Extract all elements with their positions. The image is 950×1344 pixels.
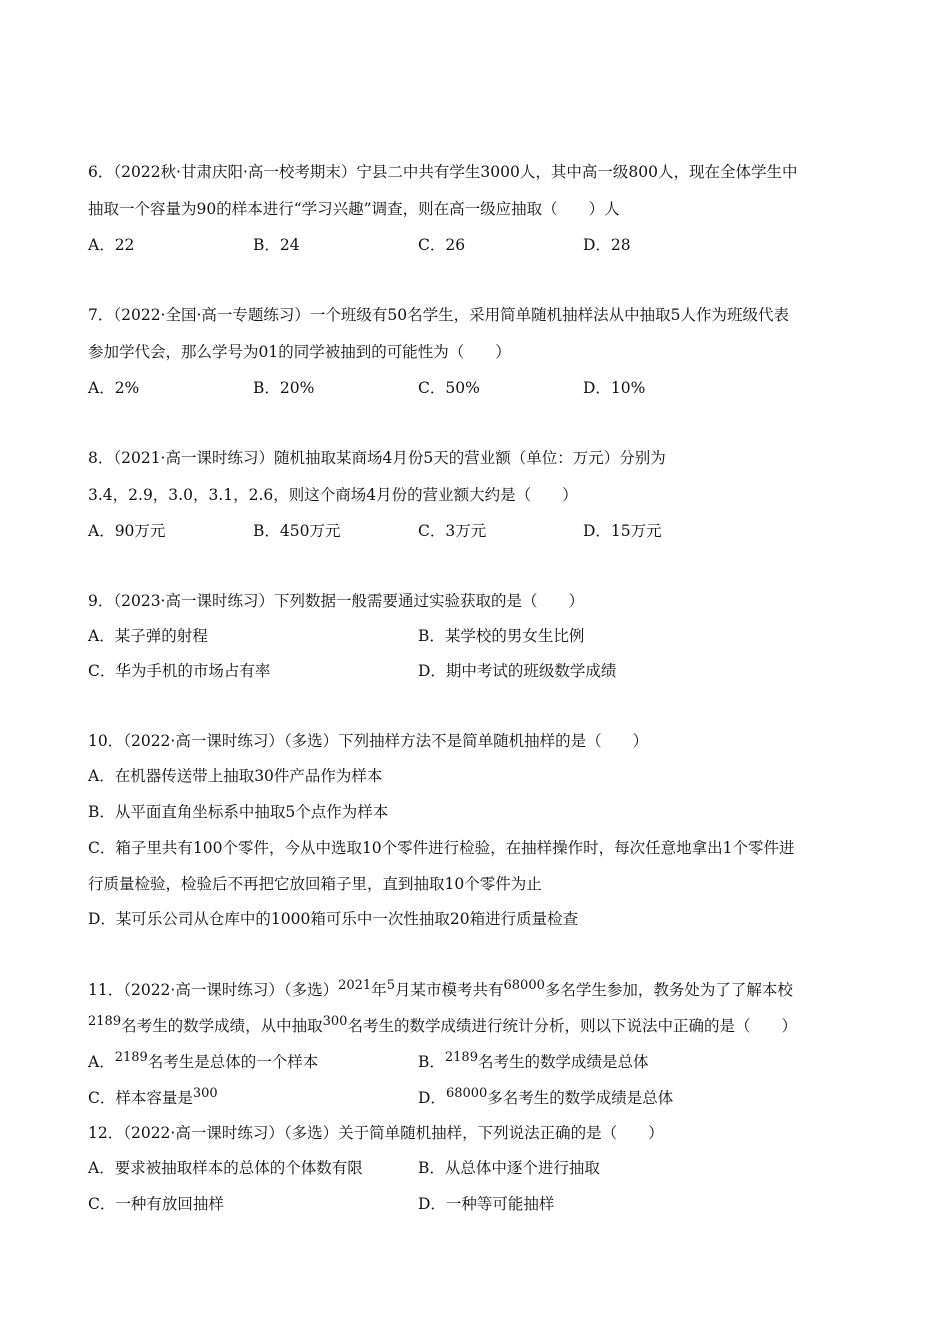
q11-option-a [88, 1051, 318, 1075]
q11-text-month: 月某市模考共有 [395, 981, 504, 999]
q11-text-school: 名考生的数学成绩，从中抽取 [121, 1017, 323, 1035]
q7-option-d: D．10% [583, 379, 646, 397]
q11-school-count: 2189 [88, 1014, 122, 1029]
q10-option-b: B．从平面直角坐标系中抽取5个点作为样本 [88, 803, 389, 821]
q8-option-a: A．90万元 [88, 522, 166, 540]
q11-option-a-text: 名考生是总体的一个样本 [147, 1053, 319, 1071]
q6-option-d: D．28 [583, 236, 631, 254]
q11-option-a-label: A． [88, 1053, 115, 1071]
q11-prefix: 11．（2022·高一课时练习）（多选） [88, 981, 339, 999]
q8-stem-line2: 3.4，2.9，3.0，3.1，2.6，则这个商场4月份的营业额大约是（ ） [88, 486, 578, 504]
q7-option-b: B．20% [253, 379, 315, 397]
q11-text-sample: 名考生的数学成绩进行统计分析，则以下说法中正确的是（ ） [347, 1017, 797, 1035]
q11-stem-line1 [88, 979, 793, 1003]
q11-option-b-num: 2189 [444, 1050, 478, 1065]
q9-option-d: D．期中考试的班级数学成绩 [418, 662, 617, 680]
q7-option-c: C．50% [418, 379, 480, 397]
q12-stem-line1: 12．（2022·高一课时练习）（多选）关于简单随机抽样，下列说法正确的是（ ） [88, 1124, 664, 1142]
q8-option-c: C．3万元 [418, 522, 487, 540]
q11-option-d-text: 多名考生的数学成绩是总体 [487, 1089, 674, 1107]
q11-sample: 300 [322, 1014, 348, 1029]
q10-option-c-line1: C．箱子里共有100个零件，今从中选取10个零件进行检验，在抽样操作时，每次任意地拿出1个零件进 [88, 839, 795, 857]
q11-text-year: 年 [371, 981, 387, 999]
q6-stem-line1: 6．（2022秋·甘肃庆阳·高一校考期末）宁县二中共有学生3000人，其中高一级800人，现在全体学生中 [88, 163, 798, 181]
q7-option-a: A．2% [88, 379, 140, 397]
q11-option-b-label: B． [418, 1053, 445, 1071]
q11-option-d-num: 68000 [445, 1086, 488, 1101]
q11-option-a-num: 2189 [114, 1050, 148, 1065]
q11-option-d-label: D． [418, 1089, 446, 1107]
q12-option-d: D．一种等可能抽样 [418, 1195, 555, 1213]
q11-option-b [418, 1051, 649, 1075]
q10-option-c-line2: 行质量检验，检验后不再把它放回箱子里，直到抽取10个零件为止 [88, 875, 542, 893]
q10-option-d: D．某可乐公司从仓库中的1000箱可乐中一次性抽取20箱进行质量检查 [88, 910, 579, 928]
q10-option-a: A．在机器传送带上抽取30件产品作为样本 [88, 767, 383, 785]
q7-stem-line2: 参加学代会，那么学号为01的同学被抽到的可能性为（ ） [88, 343, 511, 361]
q11-year: 2021 [338, 978, 372, 993]
q11-option-b-text: 名考生的数学成绩是总体 [477, 1053, 649, 1071]
q9-stem-line1: 9．（2023·高一课时练习）下列数据一般需要通过实验获取的是（ ） [88, 592, 584, 610]
q8-option-b: B．450万元 [253, 522, 341, 540]
q11-stem-line2 [88, 1015, 797, 1039]
q6-stem-line2: 抽取一个容量为90的样本进行“学习兴趣”调查，则在高一级应抽取（ ）人 [88, 200, 620, 218]
q12-option-b: B．从总体中逐个进行抽取 [418, 1159, 600, 1177]
q8-option-d: D．15万元 [583, 522, 662, 540]
q11-option-c-num: 300 [192, 1086, 218, 1101]
q12-option-c: C．一种有放回抽样 [88, 1195, 224, 1213]
q11-option-c [88, 1087, 218, 1111]
q11-option-d [418, 1087, 673, 1111]
q10-stem-line1: 10．（2022·高一课时练习）（多选）下列抽样方法不是简单随机抽样的是（ ） [88, 732, 649, 750]
q7-stem-line1: 7．（2022·全国·高一专题练习）一个班级有50名学生，采用简单随机抽样法从中抽取5人作为班级代表 [88, 306, 789, 324]
q11-total: 68000 [503, 978, 545, 993]
q12-option-a: A．要求被抽取样本的总体的个体数有限 [88, 1159, 363, 1177]
q11-text-total: 多名学生参加，教务处为了了解本校 [544, 981, 793, 999]
q6-option-c: C．26 [418, 236, 466, 254]
q11-month: 5 [386, 978, 395, 993]
q8-stem-line1: 8．（2021·高一课时练习）随机抽取某商场4月份5天的营业额（单位：万元）分别为 [88, 449, 666, 467]
q11-option-c-label: C．样本容量是 [88, 1089, 193, 1107]
q6-option-b: B．24 [253, 236, 300, 254]
q9-option-b: B．某学校的男女生比例 [418, 627, 585, 645]
q6-option-a: A．22 [88, 236, 135, 254]
q9-option-a: A．某子弹的射程 [88, 627, 208, 645]
q9-option-c: C．华为手机的市场占有率 [88, 662, 271, 680]
